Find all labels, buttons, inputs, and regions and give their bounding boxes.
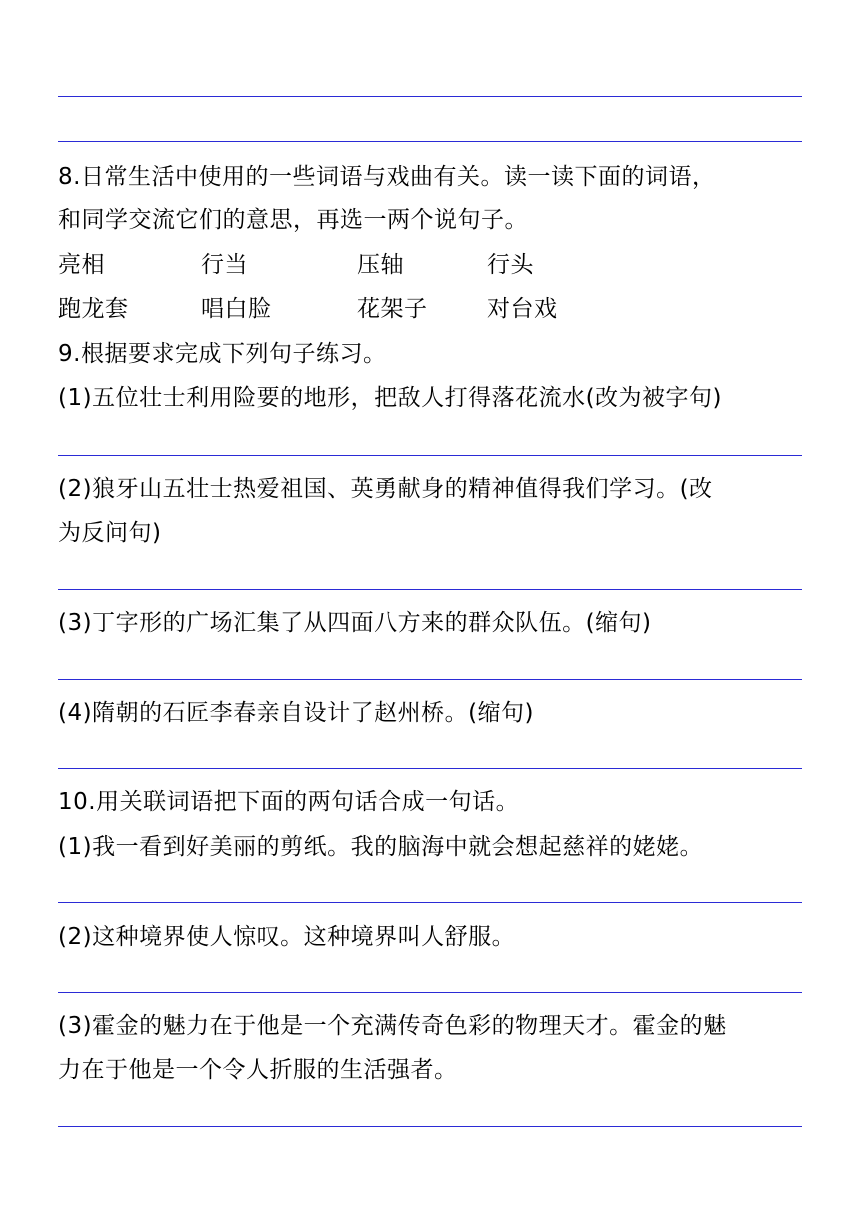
word-item: 唱白脸 — [201, 296, 272, 322]
question-10-sentence-1: (1)我一看到好美丽的剪纸。我的脑海中就会想起慈祥的姥姥。 — [58, 834, 704, 860]
question-9-sentence-2-line-1: (2)狼牙山五壮士热爱祖国、英勇献身的精神值得我们学习。(改 — [58, 476, 713, 502]
answer-line — [58, 992, 802, 993]
word-item: 花架子 — [357, 296, 428, 322]
word-item: 行头 — [487, 252, 534, 278]
question-10-sentence-3-line-1: (3)霍金的魅力在于他是一个充满传奇色彩的物理天才。霍金的魅 — [58, 1013, 727, 1039]
answer-line — [58, 455, 802, 456]
question-10-sentence-2: (2)这种境界使人惊叹。这种境界叫人舒服。 — [58, 924, 516, 950]
word-item: 压轴 — [357, 252, 404, 278]
answer-line — [58, 1126, 802, 1127]
question-10-sentence-3-line-2: 力在于他是一个令人折服的生活强者。 — [58, 1057, 458, 1083]
question-9-sentence-4: (4)隋朝的石匠李春亲自设计了赵州桥。(缩句) — [58, 700, 535, 726]
answer-line — [58, 902, 802, 903]
question-9-sentence-2-line-2: 为反问句) — [58, 520, 162, 546]
question-9-sentence-1: (1)五位壮士利用险要的地形，把敌人打得落花流水(改为被字句) — [58, 385, 723, 411]
question-9-title: 9.根据要求完成下列句子练习。 — [58, 341, 387, 367]
answer-line — [58, 589, 802, 590]
word-item: 行当 — [201, 252, 248, 278]
question-9-sentence-3: (3)丁字形的广场汇集了从四面八方来的群众队伍。(缩句) — [58, 610, 652, 636]
question-8-text-line-2: 和同学交流它们的意思，再选一两个说句子。 — [58, 207, 528, 233]
answer-line — [58, 96, 802, 97]
answer-line — [58, 679, 802, 680]
question-10-title: 10.用关联词语把下面的两句话合成一句话。 — [58, 789, 520, 815]
word-item: 亮相 — [58, 252, 105, 278]
word-item: 跑龙套 — [58, 296, 129, 322]
answer-line — [58, 768, 802, 769]
answer-line — [58, 141, 802, 142]
word-item: 对台戏 — [487, 296, 558, 322]
question-8-text-line-1: 8.日常生活中使用的一些词语与戏曲有关。读一读下面的词语， — [58, 164, 716, 190]
